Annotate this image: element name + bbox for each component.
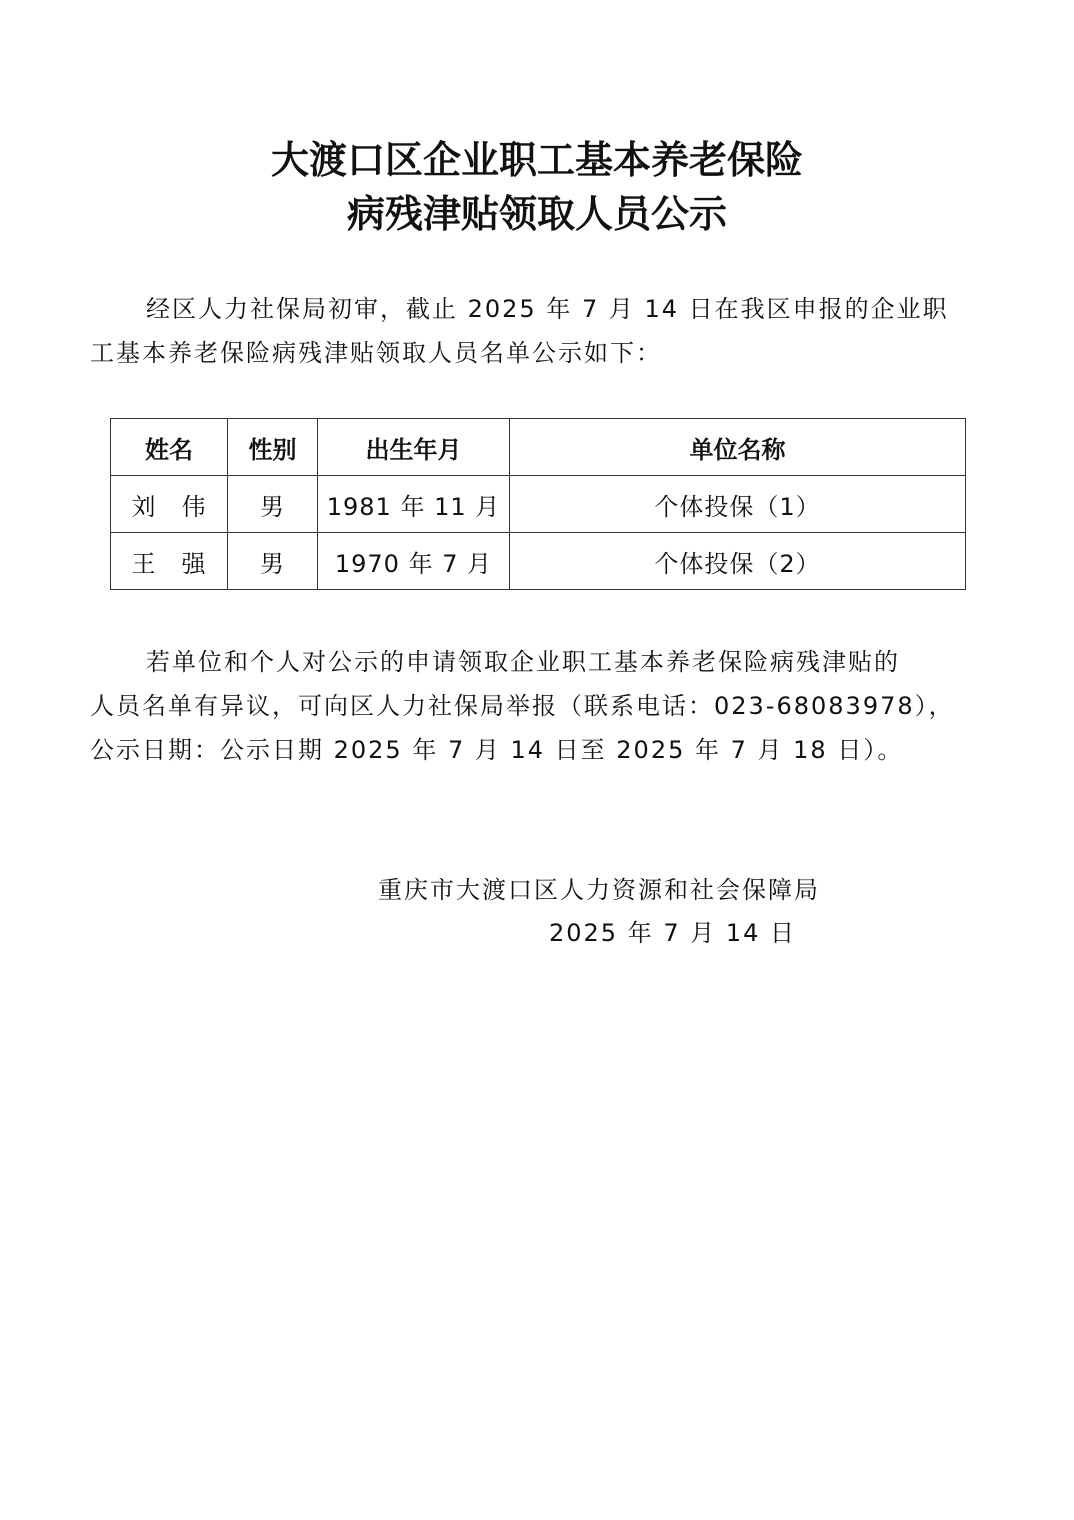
cell-name: 王 强 — [111, 533, 228, 590]
notice-paragraph — [90, 640, 990, 772]
cell-gender: 男 — [228, 533, 318, 590]
header-gender: 性别 — [228, 419, 318, 476]
intro-paragraph — [90, 287, 990, 375]
notice-line-1: 若单位和个人对公示的申请领取企业职工基本养老保险病残津贴的 — [146, 648, 900, 676]
notice-line-2: 人员名单有异议，可向区人力社保局举报（联系电话：023-68083978）， — [90, 692, 955, 720]
intro-line-2: 工基本养老保险病残津贴领取人员名单公示如下： — [90, 339, 662, 367]
recipients-table — [110, 418, 966, 590]
table-row — [111, 476, 966, 533]
signature-org: 重庆市大渡口区人力资源和社会保障局 — [378, 876, 820, 904]
cell-unit: 个体投保（1） — [510, 476, 966, 533]
signature-date: 2025 年 7 月 14 日 — [549, 919, 797, 947]
header-unit: 单位名称 — [510, 419, 966, 476]
cell-birth: 1981 年 11 月 — [318, 476, 510, 533]
cell-unit: 个体投保（2） — [510, 533, 966, 590]
header-name: 姓名 — [111, 419, 228, 476]
cell-gender: 男 — [228, 476, 318, 533]
page-title: 大渡口区企业职工基本养老保险 — [270, 137, 803, 182]
intro-line-1: 经区人力社保局初审，截止 2025 年 7 月 14 日在我区申报的企业职 — [146, 295, 949, 323]
cell-birth: 1970 年 7 月 — [318, 533, 510, 590]
table-row — [111, 533, 966, 590]
page-subtitle: 病残津贴领取人员公示 — [346, 191, 727, 236]
notice-line-3: 公示日期：公示日期 2025 年 7 月 14 日至 2025 年 7 月 18 日）。 — [90, 736, 904, 764]
cell-name: 刘 伟 — [111, 476, 228, 533]
table-header-row — [111, 419, 966, 476]
header-birth: 出生年月 — [318, 419, 510, 476]
